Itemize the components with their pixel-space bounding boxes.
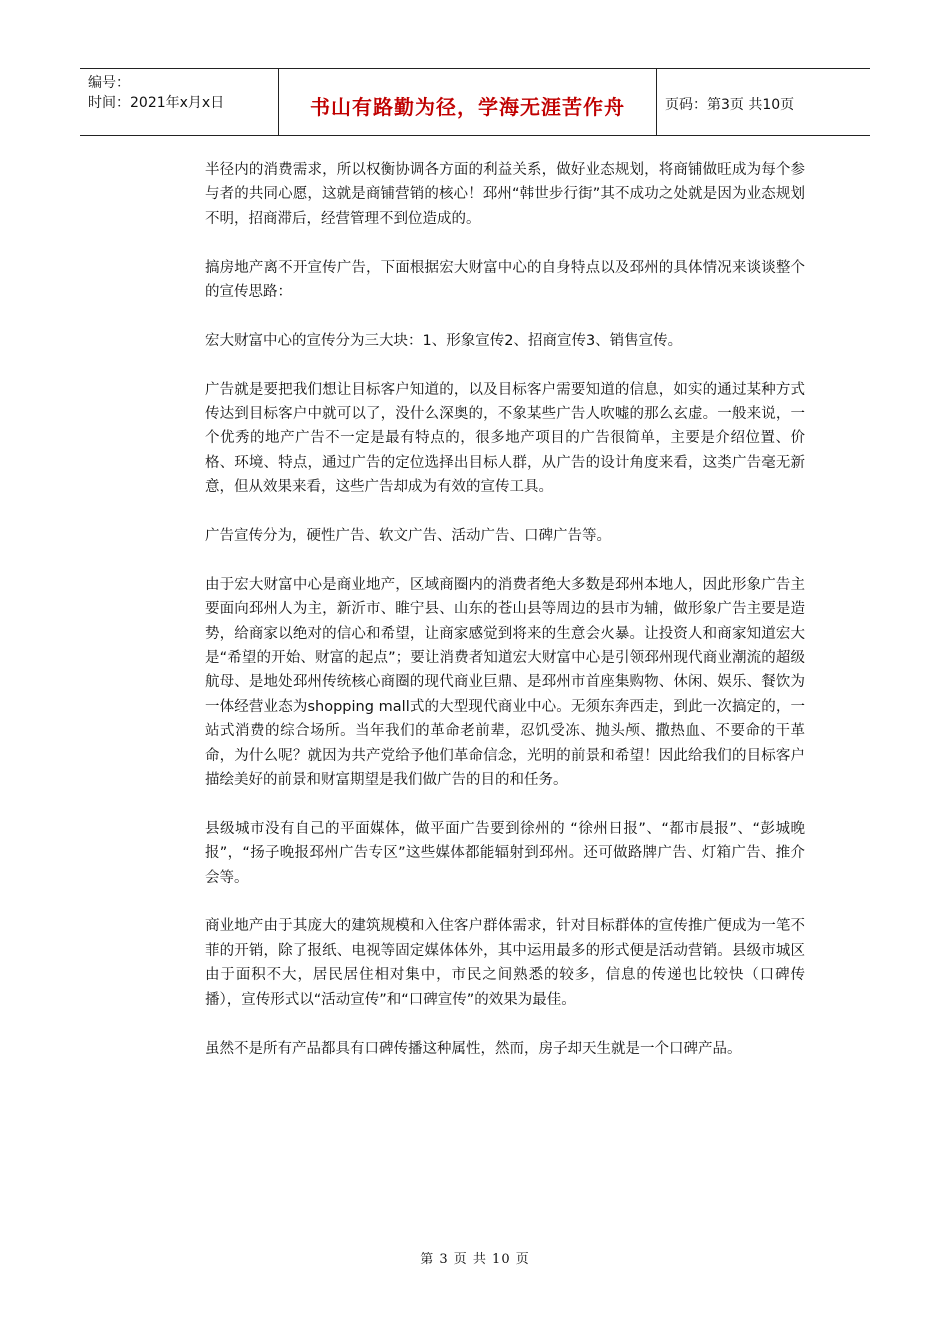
page-header bbox=[80, 68, 870, 136]
header-page-code: 页码：第3页 共10页 bbox=[665, 97, 795, 113]
paragraph: 半径内的消费需求，所以权衡协调各方面的利益关系，做好业态规划，将商铺做旺成为每个参与者的共同心愿，这就是商铺营销的核心！邳州“韩世步行街”其不成功之处就是因为业态规划不明，招商滞后，经营管理不到位造成的。 bbox=[205, 162, 805, 227]
header-motto: 书山有路勤为径，学海无涯苦作舟 bbox=[279, 69, 657, 135]
paragraph: 搞房地产离不开宣传广告，下面根据宏大财富中心的自身特点以及邳州的具体情况来谈谈整个的宣传思路： bbox=[205, 259, 805, 301]
paragraph: 虽然不是所有产品都具有口碑传播这种属性，然而，房子却天生就是一个口碑产品。 bbox=[205, 1040, 742, 1057]
document-number-label: 编号： bbox=[88, 75, 130, 91]
paragraph: 宏大财富中心的宣传分为三大块：1、形象宣传2、招商宣传3、销售宣传。 bbox=[205, 332, 683, 349]
document-time-label: 时间：2021年x月x日 bbox=[88, 95, 225, 111]
header-info-cell bbox=[80, 69, 279, 135]
page-footer: 第 3 页 共 10 页 bbox=[420, 1252, 530, 1267]
paragraph: 广告宣传分为，硬性广告、软文广告、活动广告、口碑广告等。 bbox=[205, 528, 611, 545]
document-body bbox=[205, 158, 805, 1085]
paragraph: 由于宏大财富中心是商业地产，区域商圈内的消费者绝大多数是邳州本地人，因此形象广告主要面向邳州人为主，新沂市、睢宁县、山东的苍山县等周边的县市为辅，做形象广告主要是造势，给商家以绝对的信心和希望，让商家感觉到将来的生意会火暴。让投资人和商家知道宏大是“希望的开始、财富的起点”；要让消费者知道宏大财富中心是引领邳州现代商业潮流的超级航母、是地处邳州传统核心商圈的现代商业巨鼎、是邳州市首座集购物、休闲、娱乐、餐饮为一体经营业态为shopping mall式的大型现代商业中心。无须东奔西走，到此一次搞定的，一站式消费的综合场所。当年我们的革命老前辈，忍饥受冻、抛头颅、撒热血、不要命的干革命，为什么呢？就因为共产党给予他们革命信念，光明的前景和希望！因此给我们的目标客户描绘美好的前景和财富期望是我们做广告的目的和任务。 bbox=[205, 576, 805, 789]
paragraph: 县级城市没有自己的平面媒体，做平面广告要到徐州的 “徐州日报”、“都市晨报”、“彭城晚报”，“扬子晚报邳州广告专区”这些媒体都能辐射到邳州。还可做路牌广告、灯箱广告、推介会等。 bbox=[205, 820, 805, 886]
paragraph: 广告就是要把我们想让目标客户知道的，以及目标客户需要知道的信息，如实的通过某种方式传达到目标客户中就可以了，没什么深奥的，不象某些广告人吹嘘的那么玄虚。一般来说，一个优秀的地产广告不一定是最有特点的，很多地产项目的广告很简单，主要是介绍位置、价格、环境、特点，通过广告的定位选择出目标人群，从广告的设计角度来看，这类广告毫无新意，但从效果来看，这些广告却成为有效的宣传工具。 bbox=[205, 381, 805, 496]
paragraph: 商业地产由于其庞大的建筑规模和入住客户群体需求，针对目标群体的宣传推广便成为一笔不菲的开销，除了报纸、电视等固定媒体体外，其中运用最多的形式便是活动营销。县级市城区由于面积不大，居民居住相对集中，市民之间熟悉的较多，信息的传递也比较快（口碑传播），宣传形式以“活动宣传”和“口碑宣传”的效果为最佳。 bbox=[205, 918, 805, 1008]
